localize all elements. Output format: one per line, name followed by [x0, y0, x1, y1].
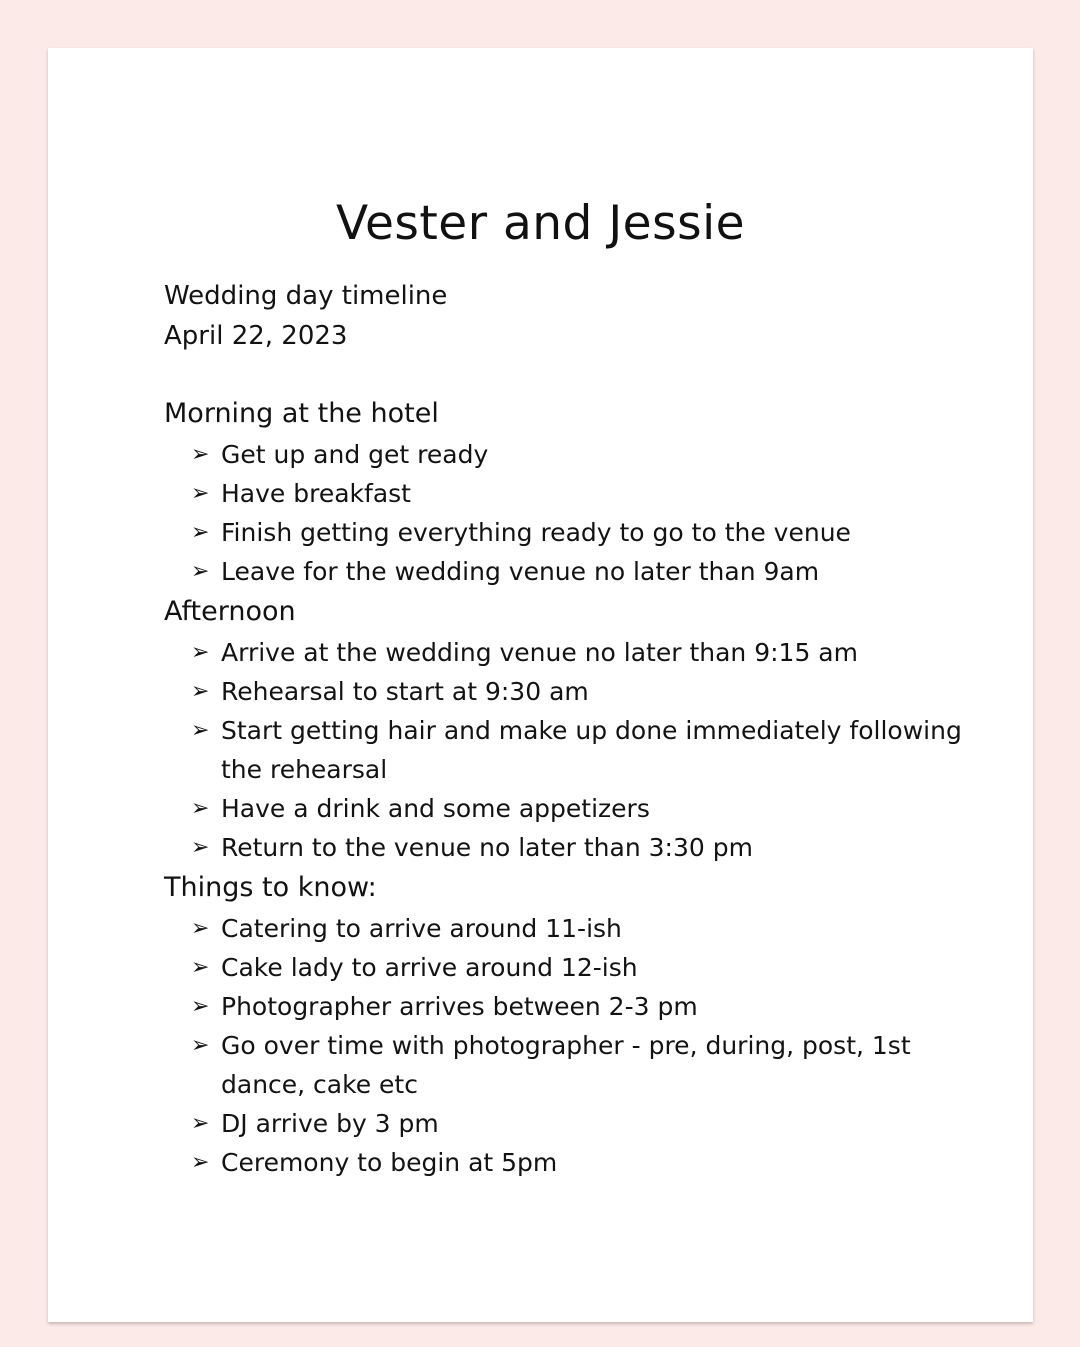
section-morning — [164, 393, 994, 591]
arrow-bullet-icon: ➢ — [191, 835, 210, 860]
arrow-bullet-icon: ➢ — [191, 442, 210, 467]
document-body — [164, 276, 994, 1182]
section-things-to-know — [164, 867, 994, 1182]
list-item-text: Have breakfast — [221, 479, 411, 508]
arrow-bullet-icon: ➢ — [191, 718, 210, 743]
arrow-bullet-icon: ➢ — [191, 679, 210, 704]
list-item-text: Get up and get ready — [221, 440, 489, 469]
document-subtitle: Wedding day timeline — [164, 281, 448, 311]
list-item-text: Go over time with photographer - pre, during, post, 1st dance, cake etc — [221, 1031, 911, 1099]
bullet-list-morning — [164, 435, 994, 591]
list-item — [164, 987, 994, 1026]
document-content-area — [48, 48, 1033, 1322]
list-item — [164, 1104, 994, 1143]
bullet-list-afternoon — [164, 633, 994, 867]
arrow-bullet-icon: ➢ — [191, 796, 210, 821]
arrow-bullet-icon: ➢ — [191, 1150, 210, 1175]
list-item — [164, 552, 994, 591]
list-item-text: Return to the venue no later than 3:30 pm — [221, 833, 753, 862]
document-date: April 22, 2023 — [164, 321, 348, 351]
list-item — [164, 828, 994, 867]
arrow-bullet-icon: ➢ — [191, 559, 210, 584]
list-item-text: Arrive at the wedding venue no later than 9:15 am — [221, 638, 858, 667]
section-heading-morning: Morning at the hotel — [164, 398, 439, 429]
arrow-bullet-icon: ➢ — [191, 640, 210, 665]
arrow-bullet-icon: ➢ — [191, 520, 210, 545]
list-item — [164, 711, 994, 789]
list-item — [164, 435, 994, 474]
arrow-bullet-icon: ➢ — [191, 1111, 210, 1136]
arrow-bullet-icon: ➢ — [191, 994, 210, 1019]
list-item — [164, 1143, 994, 1182]
page-title: Vester and Jessie — [335, 196, 746, 251]
arrow-bullet-icon: ➢ — [191, 955, 210, 980]
list-item-text: Leave for the wedding venue no later than 9am — [221, 557, 820, 586]
arrow-bullet-icon: ➢ — [191, 481, 210, 506]
list-item-text: Start getting hair and make up done immediately following the rehearsal — [221, 716, 962, 784]
list-item — [164, 1026, 994, 1104]
list-item-text: Ceremony to begin at 5pm — [221, 1148, 558, 1177]
arrow-bullet-icon: ➢ — [191, 916, 210, 941]
list-item — [164, 672, 994, 711]
list-item-text: DJ arrive by 3 pm — [221, 1109, 439, 1138]
list-item — [164, 789, 994, 828]
list-item — [164, 633, 994, 672]
section-afternoon — [164, 591, 994, 867]
list-item-text: Have a drink and some appetizers — [221, 794, 650, 823]
list-item-text: Finish getting everything ready to go to the venue — [221, 518, 851, 547]
list-item-text: Photographer arrives between 2-3 pm — [221, 992, 698, 1021]
list-item — [164, 909, 994, 948]
list-item — [164, 948, 994, 987]
section-heading-things-to-know: Things to know: — [164, 872, 377, 903]
bullet-list-things-to-know — [164, 909, 994, 1182]
list-item-text: Catering to arrive around 11-ish — [221, 914, 622, 943]
list-item — [164, 474, 994, 513]
list-item — [164, 513, 994, 552]
list-item-text: Cake lady to arrive around 12-ish — [221, 953, 638, 982]
arrow-bullet-icon: ➢ — [191, 1033, 210, 1058]
body-spacer — [164, 356, 994, 393]
section-heading-afternoon: Afternoon — [164, 596, 296, 627]
document-paper — [48, 48, 1033, 1322]
list-item-text: Rehearsal to start at 9:30 am — [221, 677, 589, 706]
